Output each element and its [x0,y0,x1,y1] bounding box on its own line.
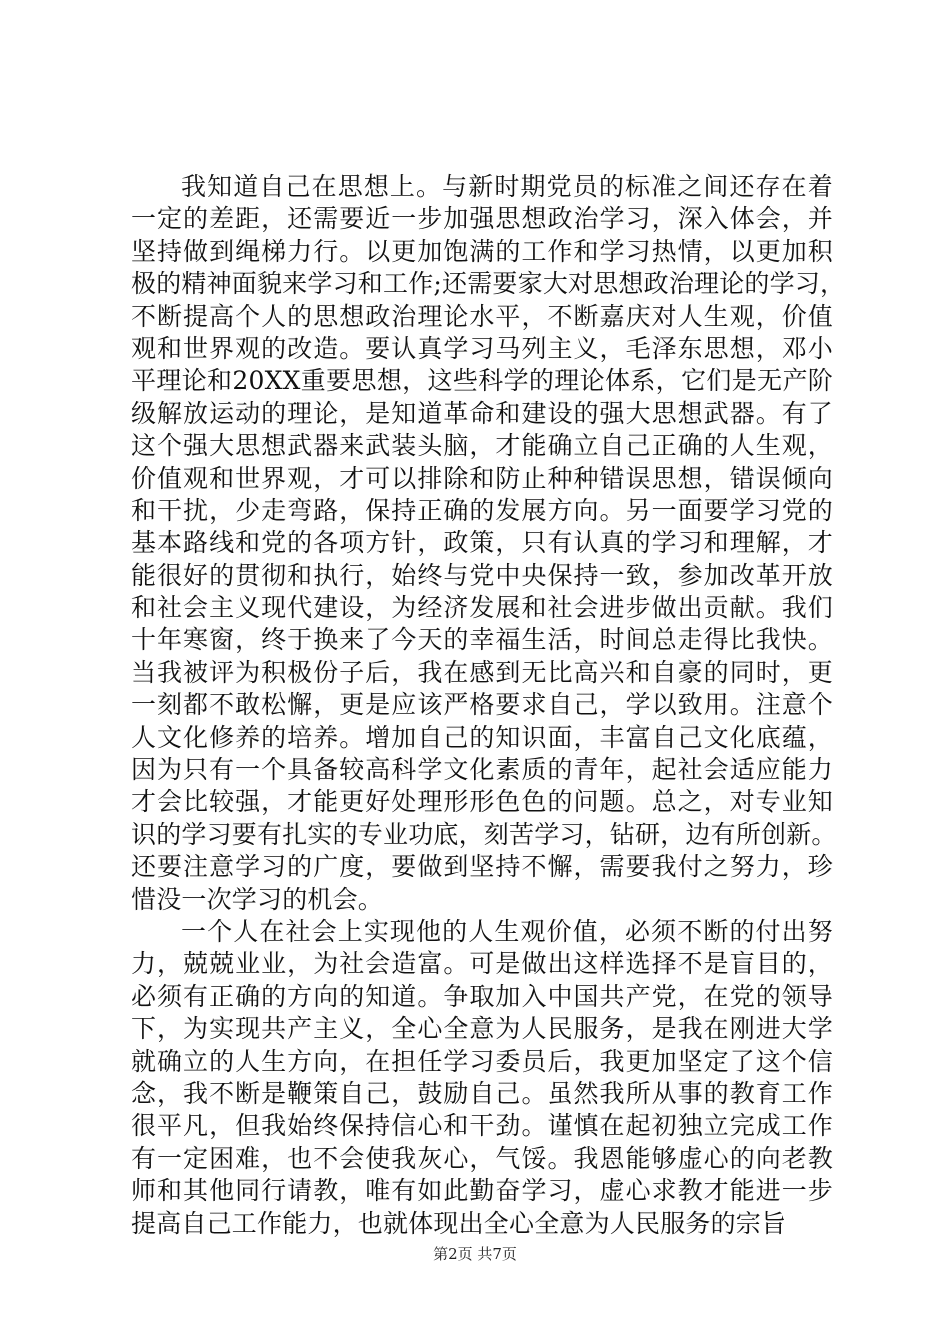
text-line: 一刻都不敢松懈，更是应该严格要求自己，学以致用。注意个 [131,690,833,720]
text-line: 必须有正确的方向的知道。争取加入中国共产党，在党的领导 [131,981,833,1011]
text-line: 平理论和20XX重要思想，这些科学的理论体系，它们是无产阶 [131,366,833,396]
text-line: 一定的差距，还需要近一步加强思想政治学习，深入体会，并 [131,204,833,234]
text-line: 级解放运动的理论，是知道革命和建设的强大思想武器。有了 [131,398,833,428]
text-line: 观和世界观的改造。要认真学习马列主义，毛泽东思想，邓小 [131,333,833,363]
text-line: 价值观和世界观，才可以排除和防止种种错误思想，错误倾向 [131,463,833,493]
body-text [131,171,846,1240]
text-line: 识的学习要有扎实的专业功底，刻苦学习，钻研，边有所创新。 [131,819,837,849]
text-line: 当我被评为积极份子后，我在感到无比高兴和自豪的同时，更 [131,657,833,687]
text-line: 能很好的贯彻和执行，始终与党中央保持一致，参加改革开放 [131,560,833,590]
text-line: 这个强大思想武器来武装头脑，才能确立自己正确的人生观， [131,431,833,461]
text-line: 基本路线和党的各项方针，政策，只有认真的学习和理解，才 [131,528,833,558]
text-line: 下，为实现共产主义，全心全意为人民服务，是我在刚进大学 [131,1014,833,1044]
text-line: 念，我不断是鞭策自己，鼓励自己。虽然我所从事的教育工作 [131,1078,833,1108]
text-line: 和社会主义现代建设，为经济发展和社会进步做出贡献。我们 [131,593,833,623]
text-line: 很平凡，但我始终保持信心和干劲。谨慎在起初独立完成工作 [131,1111,833,1141]
text-line: 提高自己工作能力，也就体现出全心全意为人民服务的宗旨 [131,1208,787,1238]
text-line: 我知道自己在思想上。与新时期党员的标准之间还存在着 [181,172,833,201]
text-line: 极的精神面貌来学习和工作;还需要家大对思想政治理论的学习， [131,269,846,299]
text-line: 有一定困难，也不会使我灰心，气馁。我恩能够虚心的向老教 [131,1143,833,1173]
text-line: 惜没一次学习的机会。 [131,884,384,914]
page-number-footer: 第2页 共7页 [433,1245,517,1263]
text-line: 和干扰，少走弯路，保持正确的发展方向。另一面要学习党的 [131,495,833,525]
text-line: 就确立的人生方向，在担任学习委员后，我更加坚定了这个信 [131,1046,833,1076]
text-line: 还要注意学习的广度，要做到坚持不懈，需要我付之努力，珍 [131,852,833,882]
text-line: 一个人在社会上实现他的人生观价值，必须不断的付出努 [181,916,833,946]
text-line: 力，兢兢业业，为社会造富。可是做出这样选择不是盲目的， [131,949,833,979]
text-line: 不断提高个人的思想政治理论水平，不断嘉庆对人生观，价值 [131,301,833,331]
paragraph-2 [131,916,833,1240]
paragraph-1 [131,171,846,916]
text-line: 师和其他同行请教，唯有如此勤奋学习，虚心求教才能进一步 [131,1176,833,1206]
text-line: 十年寒窗，终于换来了今天的幸福生活，时间总走得比我快。 [131,625,833,655]
text-line: 因为只有一个具备较高科学文化素质的青年，起社会适应能力 [131,755,833,785]
text-line: 坚持做到绳梯力行。以更加饱满的工作和学习热情，以更加积 [131,236,833,266]
text-line: 人文化修养的培养。增加自己的知识面，丰富自己文化底蕴， [131,722,833,752]
text-line: 才会比较强，才能更好处理形形色色的问题。总之，对专业知 [131,787,833,817]
